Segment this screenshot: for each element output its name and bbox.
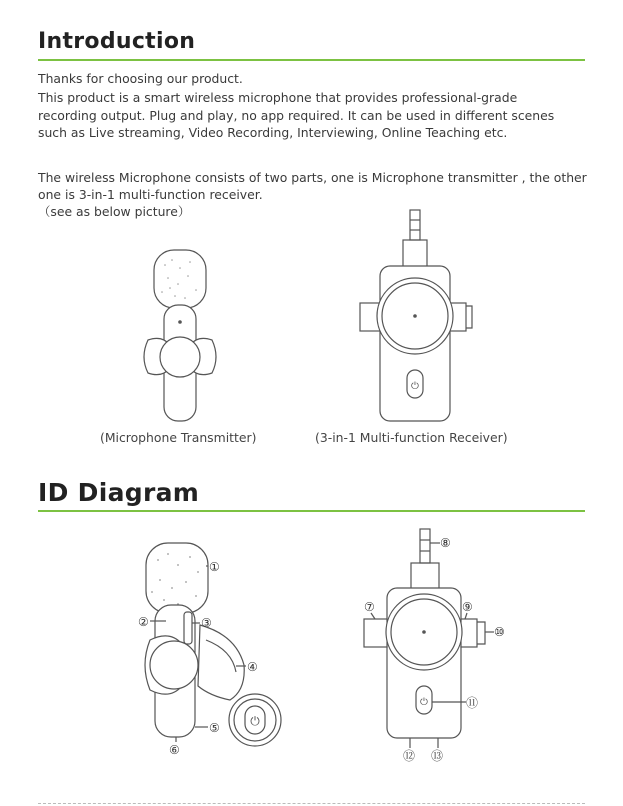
page-bottom-divider	[38, 803, 585, 804]
callout-1: ①	[209, 560, 220, 574]
callout-6: ⑥	[169, 743, 180, 757]
intro-desc-line2: recording output. Plug and play, no app required. It can be used in different scenes	[38, 108, 555, 123]
svg-text:⏻: ⏻	[420, 697, 428, 708]
receiver-id-image	[364, 529, 494, 748]
receiver-image	[360, 210, 472, 421]
callout-2: ②	[138, 615, 149, 629]
id-diagram-heading: ID Diagram	[38, 478, 200, 507]
callout-12: ⑫	[403, 749, 416, 763]
intro-parts-line3: （see as below picture）	[38, 204, 191, 219]
callout-7: ⑦	[364, 600, 375, 614]
callout-5: ⑤	[209, 721, 220, 735]
intro-desc-line3: such as Live streaming, Video Recording, Interviewing, Online Teaching etc.	[38, 125, 508, 140]
caption-transmitter: (Microphone Transmitter)	[100, 430, 257, 445]
callout-13: ⑬	[431, 749, 444, 763]
transmitter-image	[144, 250, 216, 421]
callout-4: ④	[247, 660, 258, 674]
id-diagram-rule	[38, 510, 585, 512]
svg-text:⏻: ⏻	[411, 381, 419, 392]
callout-9: ⑨	[462, 600, 473, 614]
intro-parts-line2: one is 3-in-1 multi-function receiver.	[38, 187, 263, 202]
intro-thanks: Thanks for choosing our product.	[38, 71, 243, 86]
callout-11: ⑪	[466, 696, 479, 710]
intro-desc-line1: This product is a smart wireless microphone that provides professional-grade	[38, 90, 518, 105]
introduction-heading: Introduction	[38, 29, 196, 54]
callout-8: ⑧	[440, 536, 451, 550]
intro-parts-line1: The wireless Microphone consists of two parts, one is Microphone transmitter , the other	[38, 170, 587, 185]
caption-receiver: (3-in-1 Multi-function Receiver)	[315, 430, 508, 445]
callout-10: ⑩	[494, 625, 505, 639]
callout-3: ③	[201, 616, 212, 630]
svg-text:⏻: ⏻	[250, 714, 260, 728]
